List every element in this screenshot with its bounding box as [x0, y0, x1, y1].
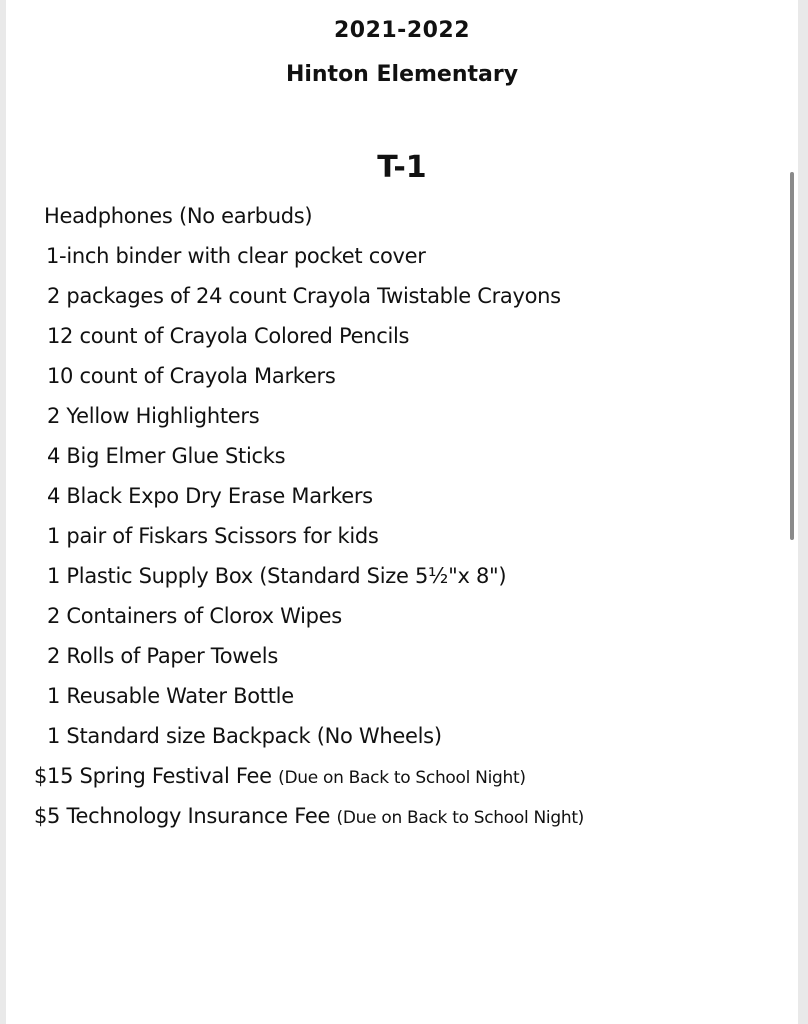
- vertical-scrollbar[interactable]: [790, 172, 794, 540]
- list-item: 4 Black Expo Dry Erase Markers: [47, 484, 373, 508]
- list-item: 4 Big Elmer Glue Sticks: [47, 444, 286, 468]
- list-item: 10 count of Crayola Markers: [47, 364, 336, 388]
- list-item: 12 count of Crayola Colored Pencils: [47, 324, 410, 348]
- fee-note: (Due on Back to School Night): [336, 808, 585, 828]
- fee-item: [6, 760, 786, 800]
- list-item: 1-inch binder with clear pocket cover: [46, 244, 426, 268]
- document-page: [6, 0, 798, 1024]
- list-item: 1 Standard size Backpack (No Wheels): [47, 724, 442, 748]
- grade-heading: T-1: [377, 150, 427, 185]
- fee-label: $15 Spring Festival Fee: [34, 764, 272, 788]
- school-name: Hinton Elementary: [285, 62, 519, 87]
- fee-item: [6, 800, 786, 840]
- list-item: 1 Plastic Supply Box (Standard Size 5½"x 8"): [47, 564, 507, 588]
- list-item: 1 Reusable Water Bottle: [47, 684, 294, 708]
- school-year: 2021-2022: [333, 18, 471, 43]
- list-item: 2 packages of 24 count Crayola Twistable Crayons: [47, 284, 561, 308]
- list-item: 2 Yellow Highlighters: [47, 404, 260, 428]
- list-item: 1 pair of Fiskars Scissors for kids: [47, 524, 379, 548]
- list-item: 2 Containers of Clorox Wipes: [47, 604, 342, 628]
- supply-list: [6, 200, 786, 840]
- fee-label: $5 Technology Insurance Fee: [34, 804, 331, 828]
- list-item: 2 Rolls of Paper Towels: [47, 644, 278, 668]
- list-item: Headphones (No earbuds): [44, 204, 313, 228]
- fee-note: (Due on Back to School Night): [278, 768, 526, 788]
